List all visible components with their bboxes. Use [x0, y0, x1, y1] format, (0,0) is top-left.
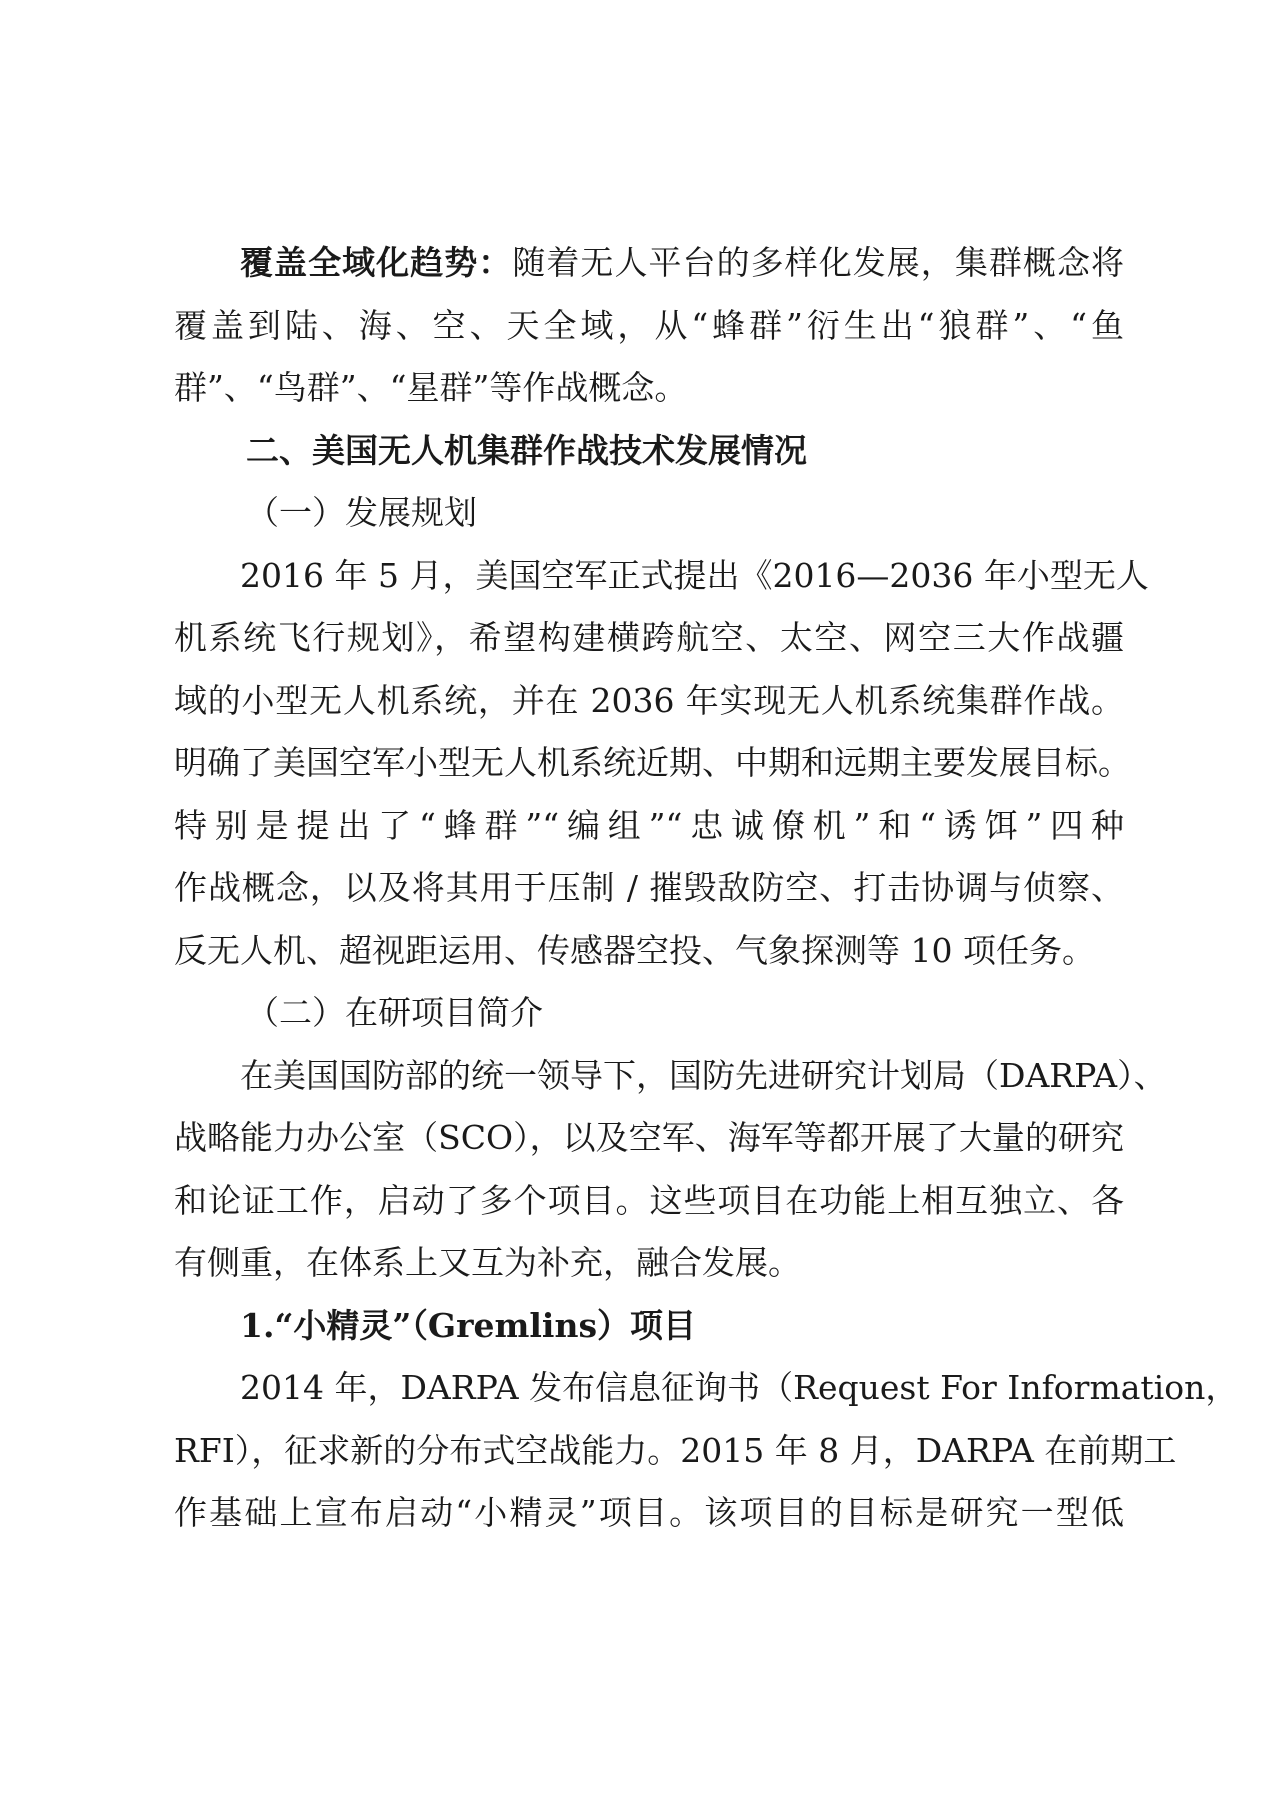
plan-paragraph-line: 机系统飞行规划》，希望构建横跨航空、太空、网空三大作战疆 — [174, 618, 1124, 657]
plan-paragraph-line: 明确了美国空军小型无人机系统近期、中期和远期主要发展目标。 — [174, 743, 1131, 782]
trend-line-1-text: 随着无人平台的多样化发展，集群概念将 — [512, 243, 1125, 282]
trend-paragraph-line-1 — [174, 232, 1124, 295]
projects-paragraph-line: 战略能力办公室（SCO），以及空军、海军等都开展了大量的研究 — [174, 1118, 1124, 1157]
plan-paragraph-line: 2016 年 5 月，美国空军正式提出《2016—2036 年小型无人 — [240, 555, 1149, 595]
projects-paragraph-line: 和论证工作，启动了多个项目。这些项目在功能上相互独立、各 — [174, 1180, 1124, 1220]
sub-heading-development-plan: （一）发展规划 — [246, 493, 477, 532]
document-page — [174, 232, 1239, 1545]
section-heading-2: 二、美国无人机集群作战技术发展情况 — [246, 430, 807, 470]
gremlins-paragraph-line: 作基础上宣布启动“小精灵”项目。该项目的目标是研究一型低 — [174, 1493, 1124, 1532]
trend-lead-term: 覆盖全域化趋势： — [240, 243, 513, 282]
gremlins-paragraph-line: RFI），征求新的分布式空战能力。2015 年 8 月，DARPA 在前期工 — [174, 1430, 1177, 1470]
projects-paragraph-line: 在美国国防部的统一领导下，国防先进研究计划局（DARPA）、 — [240, 1055, 1167, 1095]
plan-paragraph-line: 特别是提出了“蜂群”“编组”“忠诚僚机”和“诱饵”四种 — [174, 805, 1124, 845]
plan-paragraph-line: 作战概念，以及将其用于压制 / 摧毁敌防空、打击协调与侦察、 — [174, 868, 1124, 907]
trend-paragraph-line-3: 群”、“鸟群”、“星群”等作战概念。 — [174, 368, 688, 407]
gremlins-paragraph-line: 2014 年，DARPA 发布信息征询书（Request For Information， — [240, 1368, 1239, 1407]
item-heading-gremlins: 1.“小精灵”（Gremlins）项目 — [240, 1305, 697, 1345]
trend-paragraph-line-2: 覆盖到陆、海、空、天全域，从“蜂群”衍生出“狼群”、“鱼 — [174, 305, 1124, 345]
projects-paragraph-line: 有侧重，在体系上又互为补充，融合发展。 — [174, 1243, 801, 1282]
plan-paragraph-line: 域的小型无人机系统，并在 2036 年实现无人机系统集群作战。 — [174, 680, 1124, 720]
plan-paragraph-line: 反无人机、超视距运用、传感器空投、气象探测等 10 项任务。 — [174, 930, 1095, 970]
sub-heading-projects: （二）在研项目简介 — [246, 993, 543, 1032]
